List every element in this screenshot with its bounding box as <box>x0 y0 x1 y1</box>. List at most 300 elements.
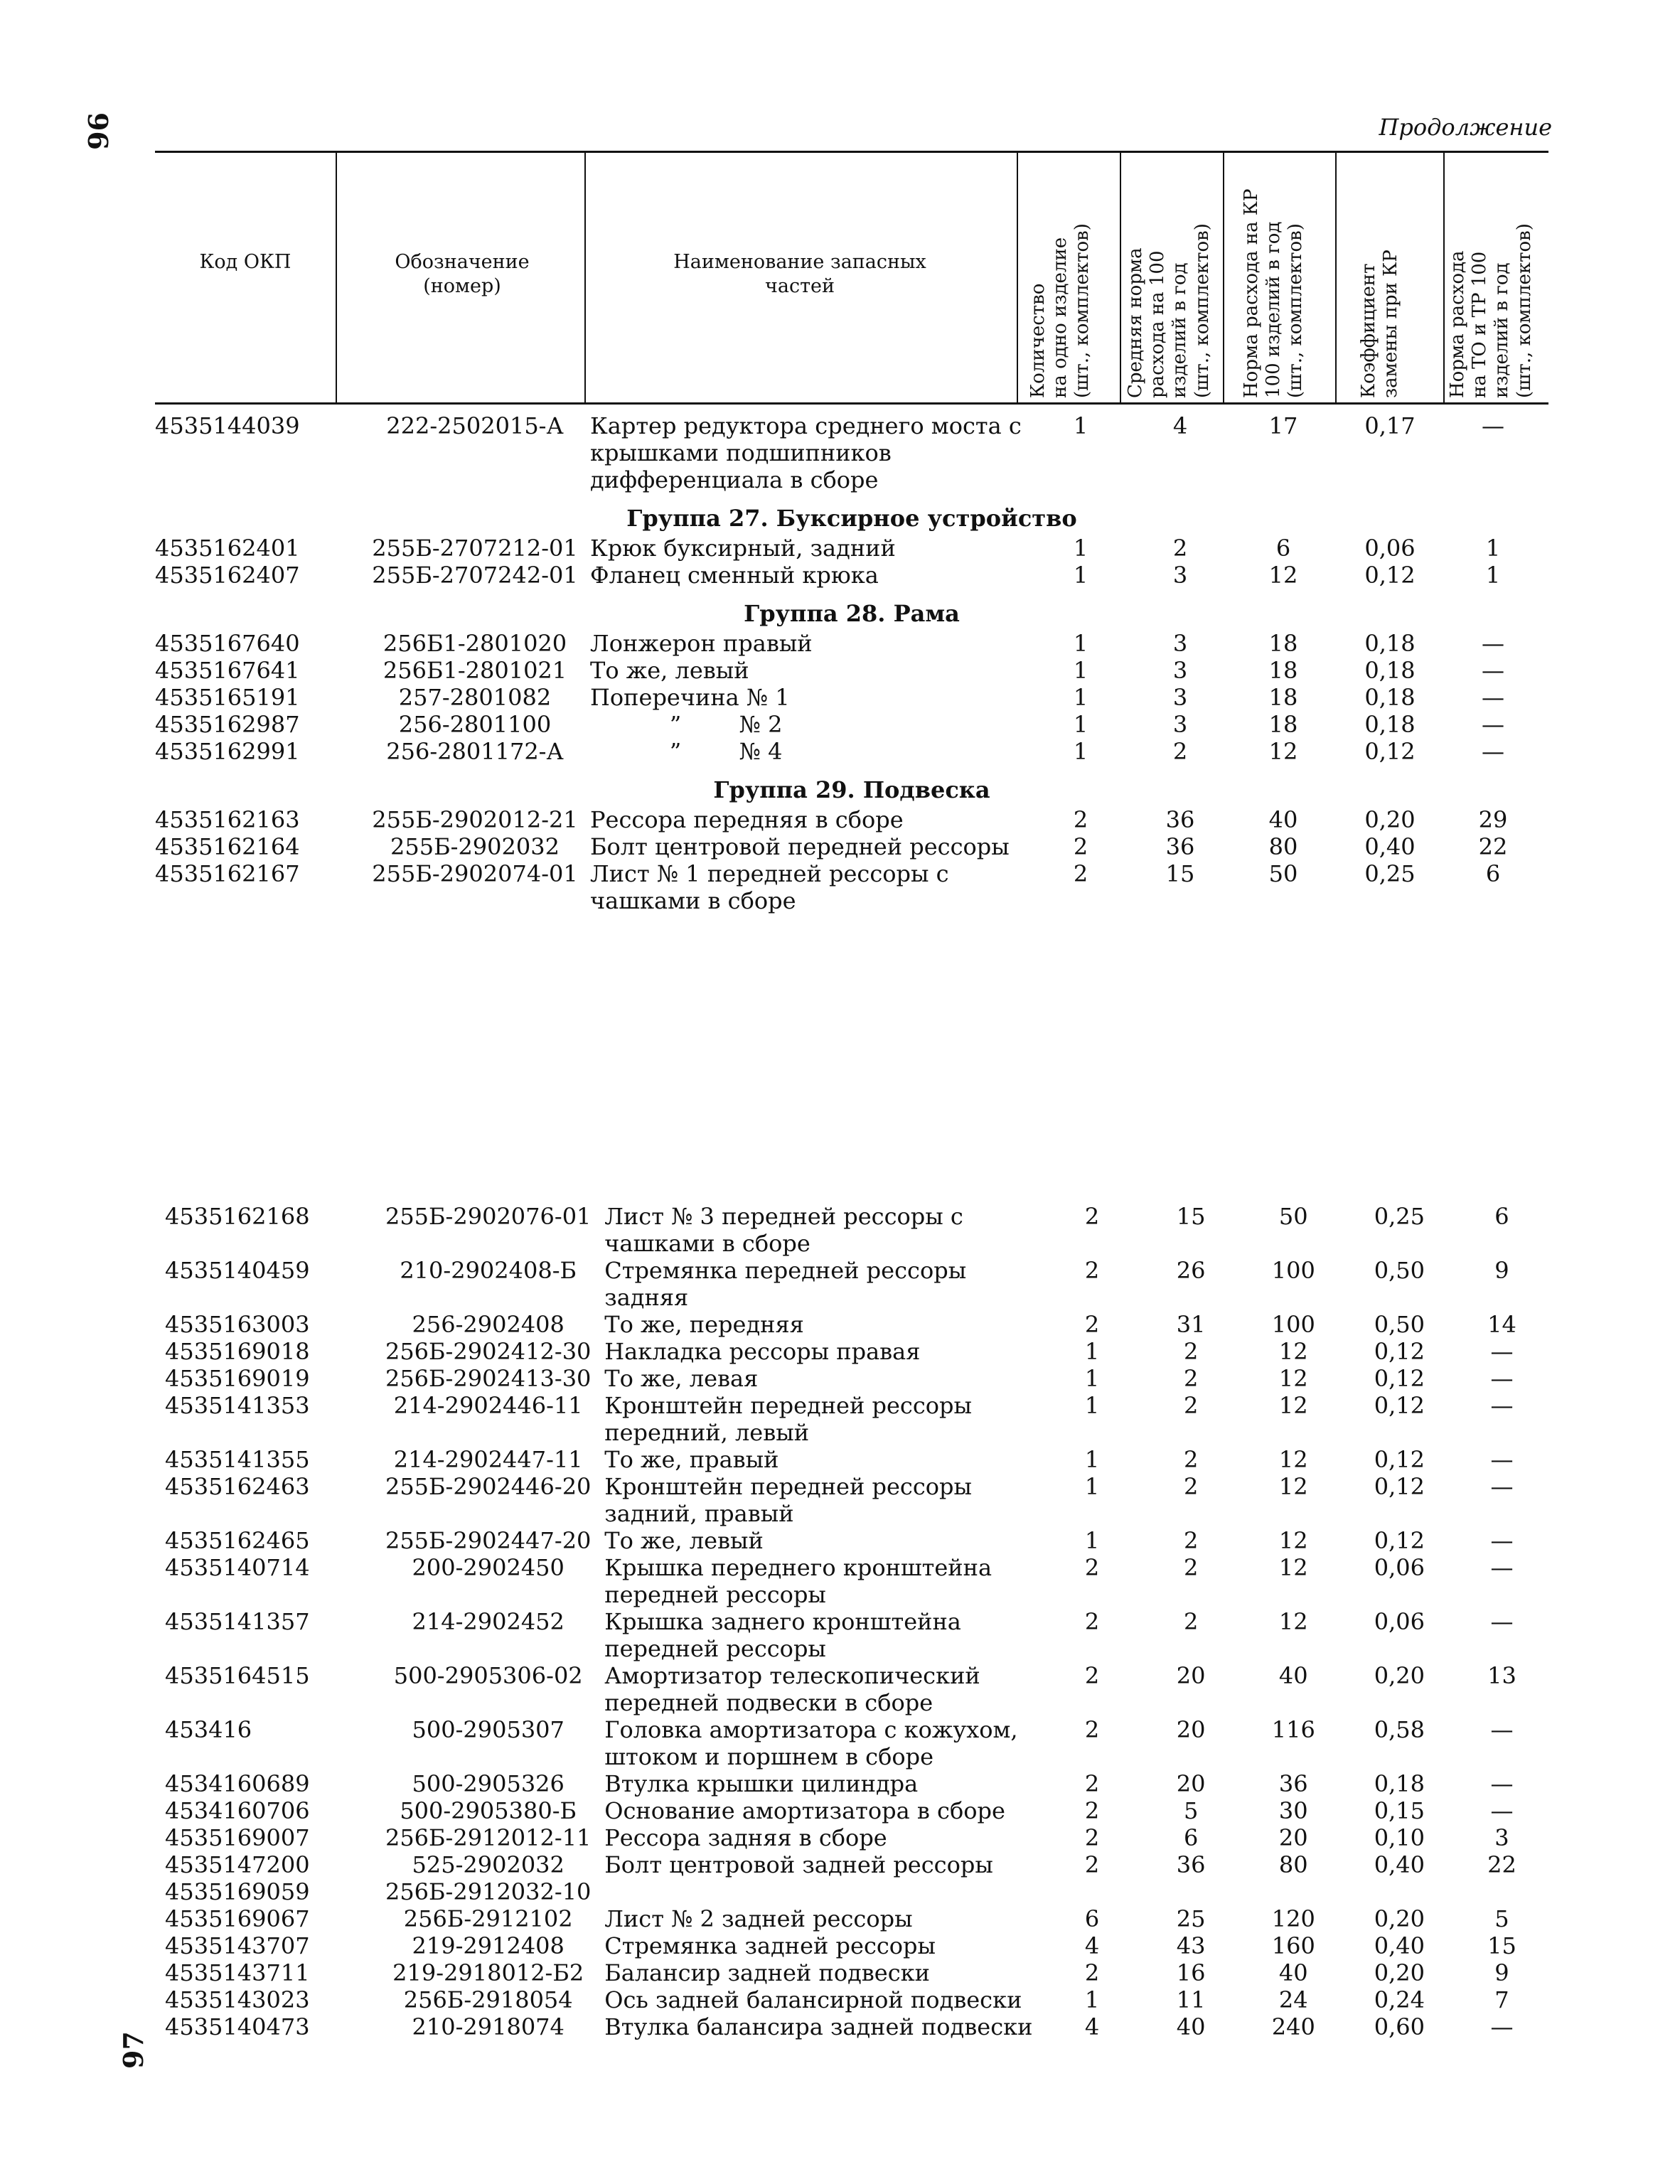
cell-name: Фланец сменный крюка <box>590 562 879 589</box>
cell-code: 4535162163 <box>155 806 300 833</box>
cell-qty: 1 <box>1084 1527 1100 1554</box>
cell-kr-norm: 18 <box>1268 684 1298 711</box>
cell-to-norm: 6 <box>1485 860 1501 887</box>
cell-code: 4535140473 <box>165 2013 310 2040</box>
cell-coef: 0,24 <box>1374 1986 1425 2013</box>
header-qty: Количество на одно изделие (шт., комплектов) <box>1027 223 1093 398</box>
table-row <box>155 535 1548 562</box>
cell-code: 4535141357 <box>165 1608 310 1635</box>
cell-to-norm: 1 <box>1485 562 1501 589</box>
table-row <box>165 1662 1551 1716</box>
cell-avg-norm: 43 <box>1176 1932 1206 1959</box>
cell-name: То же, левая <box>604 1365 759 1392</box>
cell-coef: 0,20 <box>1374 1905 1425 1932</box>
cell-coef: 0,12 <box>1374 1365 1425 1392</box>
cell-name: Рессора задняя в сборе <box>604 1824 887 1851</box>
cell-designation: 255Б-2902074-01 <box>372 860 578 887</box>
cell-avg-norm: 2 <box>1172 738 1188 765</box>
cell-kr-norm: 80 <box>1268 833 1298 860</box>
table-row <box>155 630 1548 657</box>
cell-coef: 0,25 <box>1364 860 1416 887</box>
cell-qty: 2 <box>1084 1797 1100 1824</box>
cell-kr-norm: 12 <box>1278 1365 1308 1392</box>
cell-code: 4535164515 <box>165 1662 310 1689</box>
cell-code: 4535141355 <box>165 1446 310 1473</box>
header-to-norm: Норма расхода на ТО и ТР 100 изделий в год (шт., комплектов) <box>1447 223 1535 398</box>
cell-coef: 0,17 <box>1364 412 1416 439</box>
cell-code: 4535169019 <box>165 1365 310 1392</box>
rows-bottom <box>165 1203 1551 2040</box>
cell-qty: 4 <box>1084 2013 1100 2040</box>
cell-avg-norm: 20 <box>1176 1716 1206 1743</box>
table-row <box>165 1986 1551 2013</box>
cell-designation: 256Б-2902412-30 <box>385 1338 592 1365</box>
cell-coef: 0,10 <box>1374 1824 1425 1851</box>
cell-name: Болт центровой задней рессоры <box>604 1851 993 1878</box>
cell-coef: 0,40 <box>1364 833 1416 860</box>
cell-code: 4535162991 <box>155 738 300 765</box>
table-row <box>155 833 1548 860</box>
table-row <box>165 1851 1551 1905</box>
cell-name: Поперечина № 1 <box>590 684 790 711</box>
cell-name: Крышка переднего кронштейна передней рессоры <box>604 1554 1000 1608</box>
cell-to-norm: 22 <box>1478 833 1508 860</box>
cell-avg-norm: 25 <box>1176 1905 1206 1932</box>
cell-kr-norm: 40 <box>1278 1959 1308 1986</box>
cell-name: Лист № 3 передней рессоры с чашками в сборе <box>604 1203 970 1257</box>
cell-name: Стремянка задней рессоры <box>604 1932 936 1959</box>
col-divider <box>584 151 586 404</box>
cell-kr-norm: 80 <box>1278 1851 1308 1878</box>
cell-code: 4535162168 <box>165 1203 310 1230</box>
cell-designation: 210-2918074 <box>412 2013 565 2040</box>
cell-name: Лонжерон правый <box>590 630 813 657</box>
cell-code: 4535169067 <box>165 1905 310 1932</box>
cell-to-norm: 3 <box>1494 1824 1509 1851</box>
cell-avg-norm: 11 <box>1176 1986 1206 2013</box>
cell-designation: 256-2902408 <box>412 1311 565 1338</box>
cell-name: Основание амортизатора в сборе <box>604 1797 1005 1824</box>
cell-designation: 256Б-2912012-11 <box>385 1824 592 1851</box>
cell-designation: 500-2905326 <box>412 1770 565 1797</box>
cell-kr-norm: 100 <box>1271 1311 1315 1338</box>
cell-qty: 1 <box>1073 412 1088 439</box>
cell-to-norm: — <box>1482 738 1504 765</box>
cell-coef: 0,18 <box>1374 1770 1425 1797</box>
header-top-rule <box>155 151 1548 153</box>
cell-qty: 2 <box>1084 1851 1100 1878</box>
cell-to-norm: — <box>1490 1608 1514 1635</box>
cell-designation: 255Б-2707242-01 <box>372 562 578 589</box>
col-divider <box>1017 151 1018 404</box>
cell-coef: 0,50 <box>1374 1311 1425 1338</box>
cell-to-norm: — <box>1482 412 1504 439</box>
cell-coef: 0,20 <box>1374 1662 1425 1689</box>
cell-kr-norm: 18 <box>1268 711 1298 738</box>
table-row <box>165 1473 1551 1527</box>
cell-to-norm: 15 <box>1487 1932 1516 1959</box>
cell-coef: 0,18 <box>1364 657 1416 684</box>
table-row <box>155 860 1548 914</box>
cell-to-norm: — <box>1482 630 1504 657</box>
cell-to-norm: 9 <box>1494 1257 1509 1284</box>
cell-qty: 2 <box>1073 806 1088 833</box>
cell-avg-norm: 26 <box>1176 1257 1206 1284</box>
rows-top-d <box>155 806 1548 914</box>
cell-coef: 0,40 <box>1374 1932 1425 1959</box>
cell-to-norm: — <box>1490 1446 1514 1473</box>
cell-kr-norm: 100 <box>1271 1257 1315 1284</box>
cell-code: 4534160706 <box>165 1797 310 1824</box>
cell-avg-norm: 6 <box>1183 1824 1199 1851</box>
table-row <box>165 1797 1551 1824</box>
cell-code: 4535147200 4535169059 <box>165 1851 310 1905</box>
table-row <box>165 1392 1551 1446</box>
cell-kr-norm: 116 <box>1271 1716 1315 1743</box>
cell-to-norm: 9 <box>1494 1959 1509 1986</box>
table-row <box>165 1527 1551 1554</box>
cell-designation: 255Б-2902446-20 <box>385 1473 592 1500</box>
cell-avg-norm: 36 <box>1176 1851 1206 1878</box>
cell-code: 4535162465 <box>165 1527 310 1554</box>
cell-kr-norm: 12 <box>1278 1338 1308 1365</box>
cell-designation: 256Б-2912102 <box>403 1905 573 1932</box>
cell-designation: 256-2801172-А <box>386 738 564 765</box>
cell-qty: 6 <box>1084 1905 1100 1932</box>
cell-kr-norm: 18 <box>1268 657 1298 684</box>
group-heading-28: Группа 28. Рама <box>744 600 960 627</box>
cell-code: 4535162987 <box>155 711 300 738</box>
cell-name: Болт центровой передней рессоры <box>590 833 1010 860</box>
cell-coef: 0,06 <box>1374 1554 1425 1581</box>
cell-to-norm: — <box>1490 1554 1514 1581</box>
cell-designation: 255Б-2902032 <box>390 833 560 860</box>
cell-qty: 2 <box>1073 860 1088 887</box>
cell-qty: 1 <box>1084 1986 1100 2013</box>
cell-avg-norm: 15 <box>1176 1203 1206 1230</box>
cell-avg-norm: 2 <box>1183 1446 1199 1473</box>
rows-top-a <box>155 412 1548 493</box>
header-kr-norm: Норма расхода на КР 100 изделий в год (шт., комплектов) <box>1241 188 1307 398</box>
cell-avg-norm: 3 <box>1172 684 1188 711</box>
cell-qty: 1 <box>1073 535 1088 562</box>
table-row <box>155 562 1548 589</box>
cell-avg-norm: 2 <box>1183 1392 1199 1419</box>
cell-qty: 1 <box>1084 1365 1100 1392</box>
table-row <box>155 738 1548 765</box>
cell-coef: 0,25 <box>1374 1203 1425 1230</box>
cell-to-norm: — <box>1490 1473 1514 1500</box>
cell-code: 4535144039 <box>155 412 300 439</box>
continuation-label: Продолжение <box>1379 114 1552 141</box>
table-row <box>165 1608 1551 1662</box>
rows-top-c <box>155 630 1548 765</box>
cell-designation: 255Б-2707212-01 <box>372 535 578 562</box>
cell-name: Втулка крышки цилиндра <box>604 1770 919 1797</box>
table-row <box>155 657 1548 684</box>
cell-code: 4535169007 <box>165 1824 310 1851</box>
cell-avg-norm: 2 <box>1183 1338 1199 1365</box>
cell-designation: 200-2902450 <box>412 1554 565 1581</box>
cell-kr-norm: 12 <box>1278 1608 1308 1635</box>
table-row <box>165 1716 1551 1770</box>
col-divider <box>1223 151 1224 404</box>
cell-name: То же, передняя <box>604 1311 804 1338</box>
cell-to-norm: 13 <box>1487 1662 1516 1689</box>
cell-kr-norm: 18 <box>1268 630 1298 657</box>
cell-qty: 1 <box>1084 1446 1100 1473</box>
cell-avg-norm: 20 <box>1176 1770 1206 1797</box>
cell-coef: 0,50 <box>1374 1257 1425 1284</box>
cell-name: Балансир задней подвески <box>604 1959 930 1986</box>
cell-coef: 0,12 <box>1374 1446 1425 1473</box>
cell-kr-norm: 120 <box>1271 1905 1315 1932</box>
cell-designation: 214-2902447-11 <box>393 1446 583 1473</box>
header-bottom-rule <box>155 402 1548 405</box>
cell-to-norm: — <box>1490 1716 1514 1743</box>
cell-to-norm: 6 <box>1494 1203 1509 1230</box>
cell-to-norm: — <box>1490 1797 1514 1824</box>
cell-avg-norm: 31 <box>1176 1311 1206 1338</box>
cell-code: 4535162167 <box>155 860 300 887</box>
cell-name: Стремянка передней рессоры задняя <box>604 1257 974 1311</box>
cell-qty: 2 <box>1084 1824 1100 1851</box>
cell-kr-norm: 50 <box>1268 860 1298 887</box>
cell-kr-norm: 40 <box>1268 806 1298 833</box>
cell-code: 4535141353 <box>165 1392 310 1419</box>
cell-kr-norm: 17 <box>1268 412 1298 439</box>
cell-coef: 0,58 <box>1374 1716 1425 1743</box>
cell-qty: 1 <box>1084 1392 1100 1419</box>
cell-to-norm: 29 <box>1478 806 1508 833</box>
table-row <box>165 1257 1551 1311</box>
cell-kr-norm: 12 <box>1268 738 1298 765</box>
cell-avg-norm: 2 <box>1183 1527 1199 1554</box>
cell-avg-norm: 16 <box>1176 1959 1206 1986</box>
cell-coef: 0,12 <box>1374 1473 1425 1500</box>
header-code: Код ОКП <box>199 251 291 273</box>
cell-designation: 500-2905380-Б <box>400 1797 577 1824</box>
cell-name: То же, правый <box>604 1446 779 1473</box>
cell-qty: 2 <box>1084 1959 1100 1986</box>
cell-designation: 500-2905306-02 <box>393 1662 583 1689</box>
table-row <box>165 1311 1551 1338</box>
cell-avg-norm: 20 <box>1176 1662 1206 1689</box>
cell-avg-norm: 4 <box>1172 412 1188 439</box>
table-row <box>165 1554 1551 1608</box>
cell-code: 4535165191 <box>155 684 300 711</box>
cell-name: Крышка заднего кронштейна передней рессоры <box>604 1608 969 1662</box>
cell-kr-norm: 36 <box>1278 1770 1308 1797</box>
header-coef: Коэффициент замены при КР <box>1358 250 1402 398</box>
cell-code: 4535162407 <box>155 562 300 589</box>
cell-kr-norm: 12 <box>1278 1527 1308 1554</box>
group-heading-29: Группа 29. Подвеска <box>713 776 990 803</box>
cell-kr-norm: 30 <box>1278 1797 1308 1824</box>
cell-kr-norm: 12 <box>1268 562 1298 589</box>
cell-to-norm: — <box>1482 657 1504 684</box>
cell-kr-norm: 240 <box>1271 2013 1315 2040</box>
cell-code: 4535163003 <box>165 1311 310 1338</box>
cell-name: Рессора передняя в сборе <box>590 806 904 833</box>
cell-kr-norm: 20 <box>1278 1824 1308 1851</box>
cell-qty: 2 <box>1084 1662 1100 1689</box>
cell-designation: 210-2902408-Б <box>400 1257 577 1284</box>
cell-kr-norm: 6 <box>1275 535 1291 562</box>
cell-qty: 1 <box>1073 711 1088 738</box>
cell-designation: 219-2912408 <box>412 1932 565 1959</box>
header-designation: Обозначение (номер) <box>395 251 530 297</box>
table-row <box>165 1770 1551 1797</box>
cell-qty: 2 <box>1084 1257 1100 1284</box>
cell-name: Головка амортизатора с кожухом, штоком и поршнем в сборе <box>604 1716 1025 1770</box>
group-heading-27: Группа 27. Буксирное устройство <box>626 505 1077 532</box>
cell-name: Кронштейн передней рессоры передний, левый <box>604 1392 980 1446</box>
cell-code: 4535143711 <box>165 1959 310 1986</box>
cell-coef: 0,12 <box>1364 562 1416 589</box>
cell-designation: 256Б-2918054 <box>403 1986 573 2013</box>
cell-coef: 0,40 <box>1374 1851 1425 1878</box>
cell-avg-norm: 3 <box>1172 657 1188 684</box>
col-divider <box>1120 151 1121 404</box>
cell-qty: 2 <box>1084 1770 1100 1797</box>
cell-to-norm: 7 <box>1494 1986 1509 2013</box>
cell-code: 453416 <box>165 1716 252 1743</box>
cell-qty: 1 <box>1073 684 1088 711</box>
cell-code: 4535162164 <box>155 833 300 860</box>
cell-name: Картер редуктора среднего моста с крышками подшипников дифференциала в сборе <box>590 412 1029 493</box>
cell-name: ” № 4 <box>590 738 783 765</box>
cell-designation: 219-2918012-Б2 <box>392 1959 584 1986</box>
cell-designation: 255Б-2902012-21 <box>372 806 578 833</box>
rows-top-b <box>155 535 1548 589</box>
cell-avg-norm: 2 <box>1183 1473 1199 1500</box>
cell-code: 4535162463 <box>165 1473 310 1500</box>
cell-coef: 0,20 <box>1364 806 1416 833</box>
cell-to-norm: — <box>1490 1392 1514 1419</box>
cell-kr-norm: 40 <box>1278 1662 1308 1689</box>
cell-avg-norm: 2 <box>1183 1608 1199 1635</box>
cell-to-norm: — <box>1490 1365 1514 1392</box>
cell-qty: 1 <box>1073 562 1088 589</box>
cell-coef: 0,12 <box>1374 1527 1425 1554</box>
col-divider <box>1335 151 1337 404</box>
cell-coef: 0,06 <box>1364 535 1416 562</box>
cell-designation: 214-2902446-11 <box>393 1392 583 1419</box>
cell-qty: 2 <box>1084 1716 1100 1743</box>
cell-avg-norm: 36 <box>1165 833 1195 860</box>
cell-avg-norm: 3 <box>1172 630 1188 657</box>
cell-avg-norm: 40 <box>1176 2013 1206 2040</box>
cell-kr-norm: 50 <box>1278 1203 1308 1230</box>
cell-designation: 256Б1-2801020 <box>382 630 567 657</box>
cell-to-norm: — <box>1482 711 1504 738</box>
cell-to-norm: — <box>1490 2013 1514 2040</box>
cell-code: 4535169018 <box>165 1338 310 1365</box>
cell-name: Лист № 2 задней рессоры <box>604 1905 913 1932</box>
cell-code: 4535167641 <box>155 657 300 684</box>
cell-kr-norm: 12 <box>1278 1392 1308 1419</box>
table-row <box>165 1446 1551 1473</box>
cell-name: Втулка балансира задней подвески <box>604 2013 1033 2040</box>
cell-name: Лист № 1 передней рессоры с чашками в сборе <box>590 860 956 914</box>
col-divider <box>1443 151 1445 404</box>
table-row <box>165 2013 1551 2040</box>
cell-kr-norm: 24 <box>1278 1986 1308 2013</box>
cell-name: То же, левый <box>604 1527 764 1554</box>
cell-qty: 4 <box>1084 1932 1100 1959</box>
table-row <box>165 1959 1551 1986</box>
cell-avg-norm: 2 <box>1183 1365 1199 1392</box>
table-row <box>165 1932 1551 1959</box>
cell-code: 4535162401 <box>155 535 300 562</box>
table-row <box>165 1365 1551 1392</box>
cell-code: 4535140714 <box>165 1554 310 1581</box>
cell-qty: 1 <box>1073 657 1088 684</box>
cell-avg-norm: 2 <box>1172 535 1188 562</box>
cell-kr-norm: 12 <box>1278 1446 1308 1473</box>
cell-code: 4535143023 <box>165 1986 310 2013</box>
cell-designation: 256Б1-2801021 <box>382 657 567 684</box>
table-row <box>165 1905 1551 1932</box>
table-row <box>155 806 1548 833</box>
cell-qty: 2 <box>1073 833 1088 860</box>
table-row <box>165 1338 1551 1365</box>
cell-designation: 500-2905307 <box>412 1716 565 1743</box>
cell-designation: 255Б-2902076-01 <box>385 1203 592 1230</box>
cell-coef: 0,18 <box>1364 630 1416 657</box>
cell-coef: 0,20 <box>1374 1959 1425 1986</box>
cell-qty: 1 <box>1073 738 1088 765</box>
cell-coef: 0,60 <box>1374 2013 1425 2040</box>
cell-code: 4535140459 <box>165 1257 310 1284</box>
cell-code: 4535143707 <box>165 1932 310 1959</box>
page-number-bottom: 97 <box>117 2031 149 2069</box>
cell-qty: 1 <box>1073 630 1088 657</box>
cell-kr-norm: 160 <box>1271 1932 1315 1959</box>
cell-to-norm: 5 <box>1494 1905 1509 1932</box>
table-row <box>155 412 1548 493</box>
cell-name: ” № 2 <box>590 711 783 738</box>
cell-qty: 2 <box>1084 1311 1100 1338</box>
cell-to-norm: 1 <box>1485 535 1501 562</box>
cell-name: То же, левый <box>590 657 749 684</box>
table-bottom <box>165 1203 1551 2040</box>
cell-kr-norm: 12 <box>1278 1554 1308 1581</box>
cell-kr-norm: 12 <box>1278 1473 1308 1500</box>
cell-name: Ось задней балансирной подвески <box>604 1986 1022 2013</box>
cell-designation: 222-2502015-А <box>386 412 564 439</box>
cell-to-norm: 14 <box>1487 1311 1516 1338</box>
cell-qty: 2 <box>1084 1203 1100 1230</box>
cell-to-norm: — <box>1490 1338 1514 1365</box>
cell-qty: 1 <box>1084 1473 1100 1500</box>
cell-avg-norm: 3 <box>1172 711 1188 738</box>
cell-designation: 256Б-2902413-30 <box>385 1365 592 1392</box>
page-number-top: 96 <box>82 112 114 150</box>
header-name: Наименование запасных частей <box>673 251 926 297</box>
cell-code: 4534160689 <box>165 1770 310 1797</box>
cell-qty: 2 <box>1084 1608 1100 1635</box>
cell-to-norm: — <box>1490 1770 1514 1797</box>
table-row <box>165 1203 1551 1257</box>
col-divider <box>336 151 337 404</box>
cell-name: Амортизатор телескопический передней подвески в сборе <box>604 1662 988 1716</box>
table-row <box>165 1824 1551 1851</box>
cell-avg-norm: 15 <box>1165 860 1195 887</box>
cell-coef: 0,18 <box>1364 711 1416 738</box>
header-avg-norm: Средняя норма расхода на 100 изделий в год (шт., комплектов) <box>1125 223 1213 398</box>
